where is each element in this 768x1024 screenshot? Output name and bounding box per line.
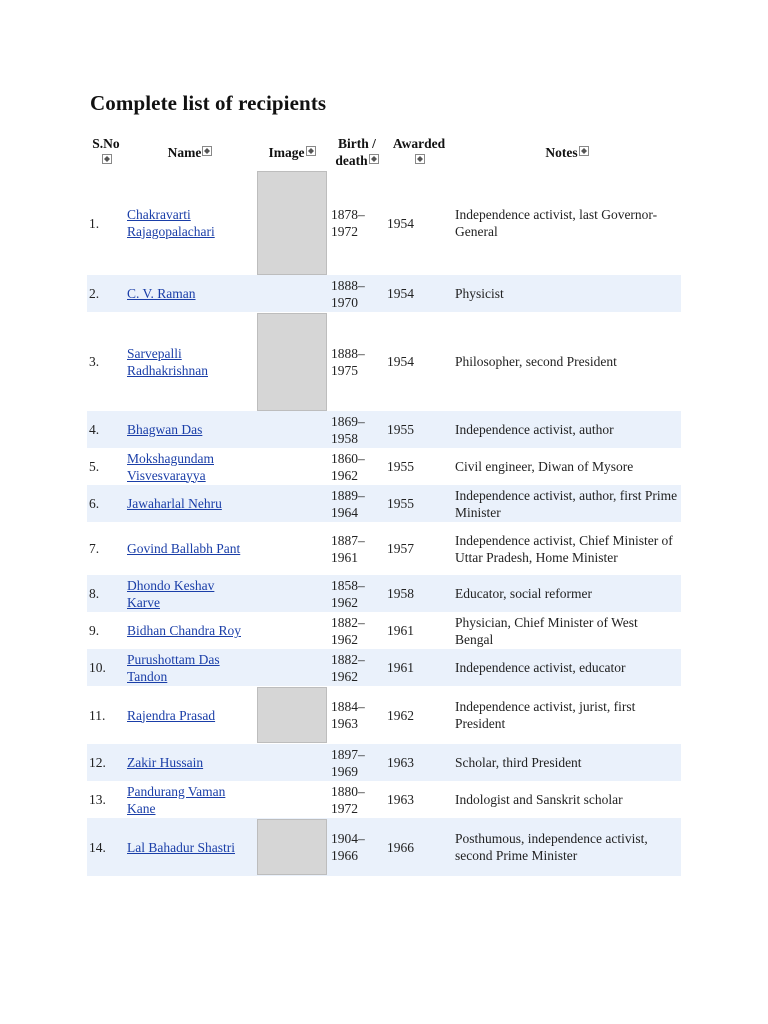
cell-sno — [87, 485, 125, 522]
death-year: 1964 — [331, 504, 358, 520]
recipient-photo[interactable] — [257, 171, 327, 275]
sno-text: 14. — [89, 839, 106, 855]
cell-image — [255, 575, 329, 612]
table-row — [87, 649, 681, 686]
cell-birth-death — [329, 686, 385, 744]
recipient-name-link[interactable]: Visvesvarayya — [127, 467, 206, 483]
sort-icon[interactable] — [579, 146, 589, 156]
cell-name — [125, 275, 255, 312]
sno-text: 6. — [89, 496, 100, 511]
table-row — [87, 411, 681, 448]
cell-image — [255, 686, 329, 744]
cell-name — [125, 448, 255, 485]
cell-image — [255, 411, 329, 448]
sno-text: 9. — [89, 623, 100, 638]
recipient-name-link[interactable]: Jawaharlal Nehru — [127, 496, 222, 511]
cell-name — [125, 818, 255, 876]
recipient-photo[interactable] — [257, 687, 327, 743]
cell-awarded — [385, 575, 453, 612]
sno-text: 7. — [89, 541, 100, 556]
recipients-table — [87, 133, 681, 876]
recipient-name-link[interactable]: Rajendra Prasad — [127, 707, 216, 723]
column-header-name-label: Name — [167, 144, 202, 160]
cell-awarded — [385, 312, 453, 411]
cell-name — [125, 781, 255, 818]
death-year: 1966 — [331, 848, 358, 863]
awarded-year: 1955 — [387, 459, 414, 474]
cell-awarded — [385, 818, 453, 876]
recipient-name-link[interactable]: Zakir Hussain — [127, 755, 204, 770]
recipient-name-link[interactable]: Bidhan Chandra Roy — [127, 623, 241, 638]
column-header-name[interactable] — [125, 133, 255, 171]
notes-text: Independence activist, Chief Minister of Uttar Pradesh, Home Minister — [455, 532, 673, 565]
awarded-year: 1957 — [387, 541, 414, 556]
table-row — [87, 275, 681, 312]
cell-image — [255, 649, 329, 686]
table-row — [87, 171, 681, 275]
cell-sno — [87, 312, 125, 411]
cell-sno — [87, 575, 125, 612]
column-header-birth-death[interactable] — [329, 133, 385, 171]
birth-year: 1897– — [331, 746, 365, 762]
notes-text: Physician, Chief Minister of West Bengal — [455, 614, 638, 647]
birth-year: 1869– — [331, 413, 365, 429]
awarded-year: 1954 — [387, 286, 414, 301]
awarded-year: 1955 — [387, 422, 414, 437]
awarded-year: 1955 — [387, 496, 414, 511]
awarded-year: 1963 — [387, 755, 414, 770]
death-year: 1972 — [331, 224, 358, 239]
table-row — [87, 448, 681, 485]
awarded-year: 1966 — [387, 839, 414, 855]
awarded-year: 1954 — [387, 215, 414, 231]
cell-image — [255, 522, 329, 575]
recipient-name-link[interactable]: Sarvepalli — [127, 345, 182, 361]
cell-image — [255, 171, 329, 275]
birth-year: 1880– — [331, 783, 365, 799]
death-year: 1975 — [331, 362, 358, 378]
notes-text: Posthumous, independence activist, second Prime Minister — [455, 831, 648, 863]
cell-name — [125, 686, 255, 744]
birth-year: 1878– — [331, 207, 365, 222]
cell-birth-death — [329, 275, 385, 312]
page-title: Complete list of recipients — [90, 91, 327, 115]
sno-text: 13. — [89, 792, 106, 807]
death-year: 1963 — [331, 716, 358, 731]
cell-name — [125, 522, 255, 575]
sno-text: 3. — [89, 354, 100, 369]
cell-birth-death — [329, 522, 385, 575]
birth-year: 1888– — [331, 277, 365, 293]
birth-year: 1904– — [331, 831, 365, 846]
recipient-name-link[interactable]: Lal Bahadur Shastri — [127, 839, 235, 855]
cell-notes — [453, 781, 681, 818]
cell-awarded — [385, 171, 453, 275]
cell-awarded — [385, 612, 453, 649]
cell-notes — [453, 575, 681, 612]
column-header-awarded-label: Awarded — [392, 136, 446, 151]
sno-text: 10. — [89, 660, 106, 675]
birth-year: 1887– — [331, 532, 365, 548]
table-row — [87, 818, 681, 876]
death-year: 1961 — [331, 549, 358, 565]
notes-text: Independence activist, author, first Prime Minister — [455, 487, 678, 520]
death-year: 1962 — [331, 631, 358, 647]
recipient-name-link[interactable]: Mokshagundam — [127, 450, 214, 466]
cell-awarded — [385, 485, 453, 522]
recipient-name-link[interactable]: Chakravarti — [127, 207, 191, 222]
death-year: 1962 — [331, 467, 358, 483]
cell-name — [125, 575, 255, 612]
awarded-year: 1961 — [387, 660, 414, 675]
sno-text: 2. — [89, 286, 100, 301]
cell-notes — [453, 448, 681, 485]
awarded-year: 1958 — [387, 586, 414, 601]
table-body — [87, 171, 681, 876]
cell-image — [255, 818, 329, 876]
recipient-photo[interactable] — [257, 819, 327, 875]
cell-sno — [87, 744, 125, 781]
table-row — [87, 485, 681, 522]
cell-awarded — [385, 649, 453, 686]
notes-text: Scholar, third President — [455, 755, 582, 770]
birth-year: 1889– — [331, 487, 365, 503]
table-row — [87, 522, 681, 575]
cell-awarded — [385, 448, 453, 485]
cell-name — [125, 485, 255, 522]
column-header-birth-label: Birth / — [338, 136, 376, 151]
birth-year: 1884– — [331, 699, 365, 714]
cell-image — [255, 275, 329, 312]
column-header-notes-label: Notes — [545, 144, 578, 160]
sort-icon[interactable] — [102, 154, 112, 164]
notes-text: Physicist — [455, 286, 504, 301]
birth-year: 1860– — [331, 450, 365, 466]
recipient-name-link[interactable]: Pandurang Vaman — [127, 783, 226, 799]
death-year: 1969 — [331, 763, 358, 779]
cell-notes — [453, 275, 681, 312]
notes-text: Indologist and Sanskrit scholar — [455, 792, 623, 807]
awarded-year: 1963 — [387, 792, 414, 807]
cell-name — [125, 744, 255, 781]
cell-sno — [87, 522, 125, 575]
table-row — [87, 686, 681, 744]
cell-sno — [87, 275, 125, 312]
table-header-row — [87, 133, 681, 171]
cell-name — [125, 411, 255, 448]
cell-birth-death — [329, 312, 385, 411]
sort-icon[interactable] — [202, 146, 212, 156]
cell-image — [255, 744, 329, 781]
table-row — [87, 612, 681, 649]
sort-icon[interactable] — [415, 154, 425, 164]
awarded-year: 1954 — [387, 354, 414, 369]
notes-text: Independence activist, author — [455, 422, 614, 437]
notes-text: Independence activist, educator — [455, 660, 626, 675]
death-year: 1970 — [331, 294, 358, 310]
column-header-sno-label: S.No — [92, 136, 120, 151]
recipient-name-link[interactable]: Kane — [127, 800, 156, 816]
cell-sno — [87, 818, 125, 876]
birth-year: 1858– — [331, 577, 365, 593]
recipient-name-link[interactable]: Tandon — [127, 668, 168, 684]
cell-image — [255, 485, 329, 522]
recipient-name-link[interactable]: Dhondo Keshav — [127, 577, 215, 593]
cell-birth-death — [329, 575, 385, 612]
cell-birth-death — [329, 649, 385, 686]
notes-text: Philosopher, second President — [455, 354, 617, 369]
table-row — [87, 575, 681, 612]
awarded-year: 1961 — [387, 623, 414, 638]
cell-notes — [453, 744, 681, 781]
column-header-notes[interactable] — [453, 133, 681, 171]
cell-awarded — [385, 744, 453, 781]
birth-year: 1882– — [331, 651, 365, 667]
recipient-name-link[interactable]: Govind Ballabh Pant — [127, 541, 241, 556]
column-header-death-label: death — [335, 153, 368, 168]
cell-sno — [87, 612, 125, 649]
cell-awarded — [385, 781, 453, 818]
cell-awarded — [385, 686, 453, 744]
cell-name — [125, 171, 255, 275]
cell-notes — [453, 171, 681, 275]
cell-notes — [453, 649, 681, 686]
sno-text: 11. — [89, 707, 106, 723]
cell-sno — [87, 448, 125, 485]
cell-birth-death — [329, 485, 385, 522]
cell-notes — [453, 818, 681, 876]
notes-text: Civil engineer, Diwan of Mysore — [455, 459, 634, 474]
cell-awarded — [385, 522, 453, 575]
death-year: 1972 — [331, 800, 358, 816]
recipient-name-link[interactable]: Radhakrishnan — [127, 362, 208, 378]
recipient-name-link[interactable]: Karve — [127, 594, 160, 610]
column-header-image[interactable] — [255, 133, 329, 171]
column-header-image-label: Image — [268, 144, 305, 160]
cell-notes — [453, 411, 681, 448]
cell-sno — [87, 171, 125, 275]
cell-awarded — [385, 275, 453, 312]
cell-name — [125, 649, 255, 686]
death-year: 1962 — [331, 594, 358, 610]
table-row — [87, 744, 681, 781]
cell-name — [125, 312, 255, 411]
notes-text: Educator, social reformer — [455, 586, 593, 601]
sno-text: 4. — [89, 422, 100, 437]
awarded-year: 1962 — [387, 707, 414, 723]
cell-birth-death — [329, 171, 385, 275]
cell-notes — [453, 686, 681, 744]
sno-text: 8. — [89, 586, 100, 601]
sno-text: 1. — [89, 215, 100, 231]
cell-notes — [453, 312, 681, 411]
recipient-name-link[interactable]: C. V. Raman — [127, 286, 196, 301]
column-header-sno[interactable] — [87, 133, 125, 171]
cell-birth-death — [329, 612, 385, 649]
recipient-photo[interactable] — [257, 313, 327, 411]
sort-icon[interactable] — [306, 146, 316, 156]
cell-sno — [87, 411, 125, 448]
sno-text: 5. — [89, 459, 100, 474]
recipient-name-link[interactable]: Purushottam Das — [127, 651, 220, 667]
recipient-name-link[interactable]: Rajagopalachari — [127, 224, 215, 239]
cell-birth-death — [329, 818, 385, 876]
column-header-awarded[interactable] — [385, 133, 453, 171]
cell-birth-death — [329, 411, 385, 448]
table-row — [87, 781, 681, 818]
birth-year: 1882– — [331, 614, 365, 630]
death-year: 1958 — [331, 430, 358, 446]
notes-text: Independence activist, jurist, first President — [455, 699, 636, 731]
sno-text: 12. — [89, 755, 106, 770]
cell-birth-death — [329, 448, 385, 485]
cell-sno — [87, 781, 125, 818]
table-row — [87, 312, 681, 411]
cell-image — [255, 312, 329, 411]
cell-notes — [453, 485, 681, 522]
cell-birth-death — [329, 744, 385, 781]
death-year: 1962 — [331, 668, 358, 684]
cell-image — [255, 612, 329, 649]
cell-sno — [87, 649, 125, 686]
cell-notes — [453, 522, 681, 575]
cell-image — [255, 448, 329, 485]
recipient-name-link[interactable]: Bhagwan Das — [127, 422, 203, 437]
birth-year: 1888– — [331, 345, 365, 361]
cell-birth-death — [329, 781, 385, 818]
cell-notes — [453, 612, 681, 649]
cell-name — [125, 612, 255, 649]
cell-awarded — [385, 411, 453, 448]
cell-image — [255, 781, 329, 818]
cell-sno — [87, 686, 125, 744]
sort-icon[interactable] — [369, 154, 379, 164]
notes-text: Independence activist, last Governor-General — [455, 207, 658, 239]
